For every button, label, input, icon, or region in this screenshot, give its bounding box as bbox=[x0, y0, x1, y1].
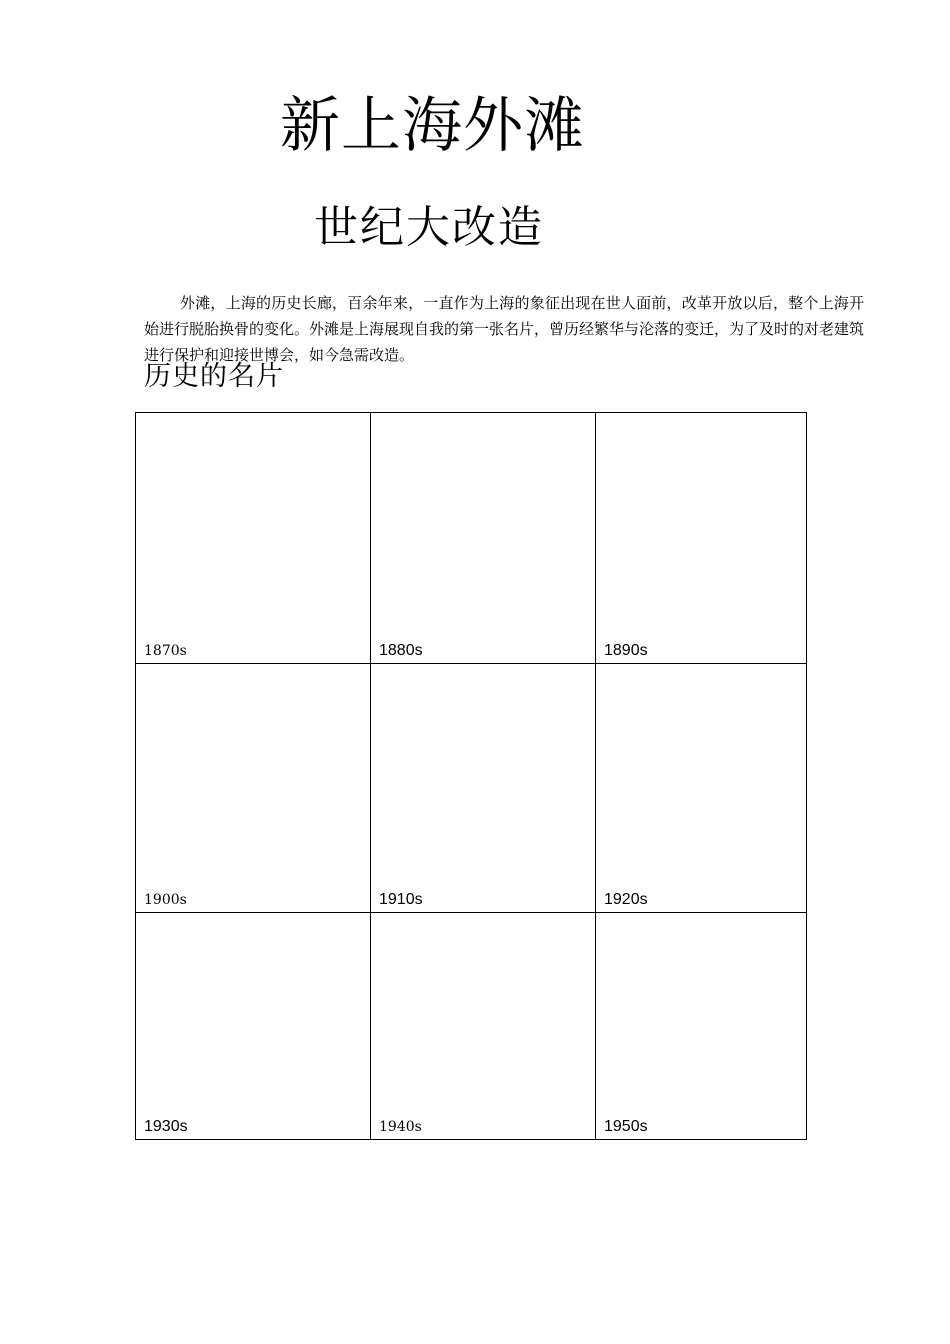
grid-cell bbox=[136, 664, 371, 913]
grid-cell bbox=[596, 913, 807, 1140]
grid-cell bbox=[596, 413, 807, 664]
decade-label: 1920s bbox=[604, 891, 648, 908]
intro-paragraph: 外滩，上海的历史长廊，百余年来，一直作为上海的象征出现在世人面前，改革开放以后，整个上海开始进行脱胎换骨的变化。外滩是上海展现自我的第一张名片，曾历经繁华与沦落的变迁，为了及时的对老建筑进行保护和迎接世博会，如今急需改造。 bbox=[144, 294, 865, 364]
decade-label: 1930s bbox=[144, 1118, 188, 1135]
decade-label: 1870s bbox=[144, 643, 187, 659]
grid-cell bbox=[136, 413, 371, 664]
decade-label: 1900s bbox=[144, 892, 187, 908]
decade-label: 1890s bbox=[604, 642, 648, 659]
grid-cell bbox=[371, 413, 596, 664]
decade-label: 1880s bbox=[379, 642, 423, 659]
section-heading: 历史的名片 bbox=[144, 361, 284, 392]
grid-cell bbox=[371, 664, 596, 913]
grid-row bbox=[136, 664, 807, 913]
grid-row bbox=[136, 913, 807, 1140]
decade-postcard-grid bbox=[135, 412, 807, 1140]
grid-cell bbox=[596, 664, 807, 913]
decade-label: 1940s bbox=[379, 1119, 422, 1135]
grid-cell bbox=[371, 913, 596, 1140]
document-title: 新上海外滩 bbox=[280, 91, 585, 161]
decade-label: 1950s bbox=[604, 1118, 648, 1135]
grid-cell bbox=[136, 913, 371, 1140]
document-subtitle: 世纪大改造 bbox=[314, 202, 544, 253]
decade-label: 1910s bbox=[379, 891, 423, 908]
grid-row bbox=[136, 413, 807, 664]
